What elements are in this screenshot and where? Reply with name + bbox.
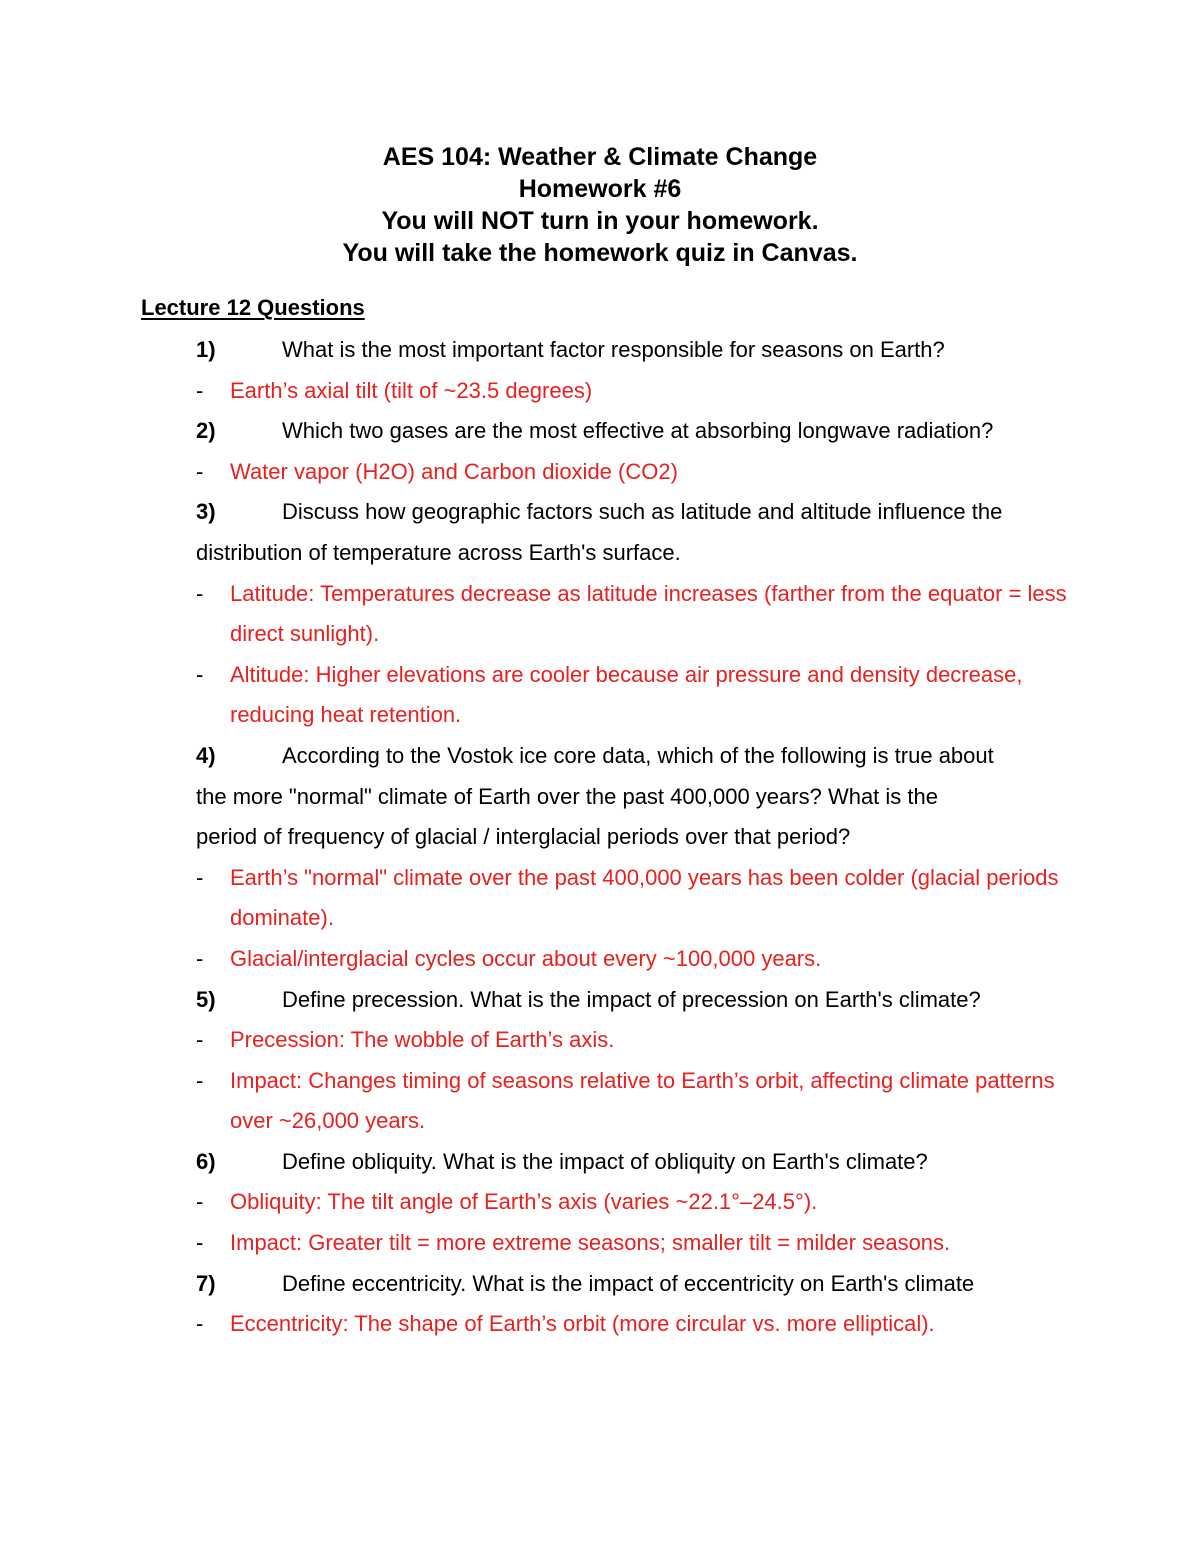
question-text-continued: period of frequency of glacial / interglacial periods over that period? — [196, 824, 851, 850]
homework-title: Homework #6 — [518, 175, 682, 203]
answer-item — [196, 371, 1076, 412]
answer-text: Obliquity: The tilt angle of Earth’s axis (varies ~22.1°–24.5°). — [230, 1189, 818, 1215]
answer-text: Latitude: Temperatures decrease as latitude increases (farther from the equator = less direct sunlight). — [230, 580, 1067, 647]
question-text: Define obliquity. What is the impact of obliquity on Earth's climate? — [282, 1148, 928, 1174]
answer-item — [196, 574, 1076, 655]
answer-item — [196, 858, 1076, 939]
answer-text: Impact: Changes timing of seasons relative to Earth’s orbit, affecting climate patterns over ~26,000 years. — [230, 1067, 1055, 1134]
question-number: 3) — [196, 499, 216, 525]
instruction-line-1: You will NOT turn in your homework. — [381, 207, 819, 235]
bullet-dash: - — [196, 377, 204, 403]
question-6 — [196, 1142, 1076, 1183]
question-7 — [196, 1264, 1076, 1305]
answer-text: Earth’s "normal" climate over the past 400,000 years has been colder (glacial periods dominate). — [230, 864, 1059, 931]
bullet-dash: - — [196, 1230, 204, 1256]
answer-item — [196, 1223, 1076, 1264]
course-title: AES 104: Weather & Climate Change — [382, 143, 818, 171]
questions-list — [196, 330, 1076, 1345]
answer-text: Precession: The wobble of Earth’s axis. — [230, 1027, 615, 1053]
answer-text: Glacial/interglacial cycles occur about every ~100,000 years. — [230, 945, 822, 971]
question-2 — [196, 411, 1076, 452]
question-4 — [196, 736, 1076, 858]
question-text: Define precession. What is the impact of precession on Earth's climate? — [282, 986, 981, 1012]
answer-item — [196, 939, 1076, 980]
question-text-continued: the more "normal" climate of Earth over the past 400,000 years? What is the — [196, 783, 938, 809]
question-text: Discuss how geographic factors such as latitude and altitude influence the — [282, 499, 1003, 525]
bullet-dash: - — [196, 580, 204, 606]
question-text: According to the Vostok ice core data, which of the following is true about — [282, 742, 994, 768]
answer-item — [196, 1304, 1076, 1345]
answer-item — [196, 1020, 1076, 1061]
answer-item — [196, 1182, 1076, 1223]
instruction-line-2: You will take the homework quiz in Canvas. — [342, 239, 858, 267]
question-number: 2) — [196, 418, 216, 444]
question-3 — [196, 492, 1076, 573]
question-5 — [196, 980, 1076, 1021]
answer-item — [196, 1061, 1076, 1142]
question-number: 6) — [196, 1148, 216, 1174]
question-text-continued: distribution of temperature across Earth's surface. — [196, 539, 681, 565]
section-title: Lecture 12 Questions — [141, 295, 365, 320]
answer-text: Earth’s axial tilt (tilt of ~23.5 degrees) — [230, 377, 593, 403]
question-number: 7) — [196, 1270, 216, 1296]
answer-text: Eccentricity: The shape of Earth’s orbit (more circular vs. more elliptical). — [230, 1311, 935, 1337]
answer-item — [196, 655, 1076, 736]
answer-text: Impact: Greater tilt = more extreme seasons; smaller tilt = milder seasons. — [230, 1230, 951, 1256]
bullet-dash: - — [196, 458, 204, 484]
question-number: 5) — [196, 986, 216, 1012]
bullet-dash: - — [196, 864, 204, 890]
answer-item — [196, 452, 1076, 493]
bullet-dash: - — [196, 1067, 204, 1093]
question-text: Define eccentricity. What is the impact of eccentricity on Earth's climate — [282, 1270, 975, 1296]
bullet-dash: - — [196, 661, 204, 687]
question-number: 1) — [196, 337, 216, 362]
document-header — [0, 141, 1200, 269]
question-text: Which two gases are the most effective at absorbing longwave radiation? — [282, 418, 994, 444]
bullet-dash: - — [196, 1311, 204, 1337]
answer-text: Altitude: Higher elevations are cooler because air pressure and density decrease, reducing heat retention. — [230, 661, 1023, 728]
bullet-dash: - — [196, 945, 204, 971]
bullet-dash: - — [196, 1027, 204, 1053]
question-text: What is the most important factor responsible for seasons on Earth? — [282, 337, 945, 362]
answer-text: Water vapor (H2O) and Carbon dioxide (CO2) — [230, 458, 678, 484]
bullet-dash: - — [196, 1189, 204, 1215]
question-number: 4) — [196, 742, 216, 768]
question-1 — [196, 330, 1076, 371]
